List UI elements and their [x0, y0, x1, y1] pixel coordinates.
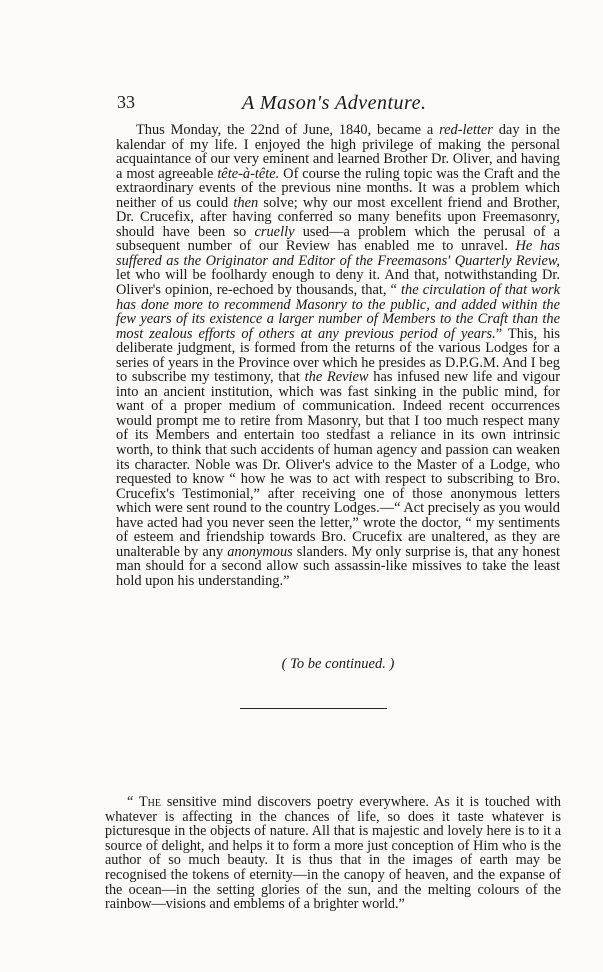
section-divider	[240, 708, 387, 709]
quotation-block	[105, 795, 561, 912]
quotation-paragraph	[105, 795, 561, 912]
page-header	[117, 92, 557, 114]
article-paragraph: Thus Monday, the 22nd of June, 1840, became a red-letter day in the kalendar of my life. I enjoyed the high privilege of making the personal acquaintance of our very eminent and learned Brother Dr. Oliver, and having a most agreeable tête-à-tête. Of course the ruling topic was the Craft and the extraordinary events of the previous nine months. It was a problem which neither of us could then solve; why our most excellent friend and Brother, Dr. Crucefix, after having conferred so many benefits upon Freemasonry, should have been so cruelly used—a problem which the perusal of a subsequent number of our Review has enabled me to unravel. He has suffered as the Originator and Editor of the Freemasons' Quarterly Review, let who will be foolhardy enough to deny it. And that, notwithstanding Dr. Oliver's opinion, re-echoed by thousands, that, “ the circulation of that work has done more to recommend Masonry to the public, and added within the few years of its existence a larger number of Members to the Craft than the most zealous efforts of others at any previous period of years.” This, his deliberate judgment, is formed from the returns of the various Lodges for a series of years in the Province over which he presides as D.P.G.M. And I beg to subscribe my testimony, that the Review has infused new life and vigour into an ancient institution, which was fast sinking in the public mind, for want of a proper medium of communication. Indeed recent occurrences would prompt me to retire from Masonry, but that I too much respect many of its Members and entertain too stedfast a reliance in its own intrinsic worth, to think that such accidents of human agency and passion can weaken its character. Noble was Dr. Oliver's advice to the Master of a Lodge, who requested to know “ how he was to act with respect to subscribing to Bro. Crucefix's Testimonial,” after receiving one of those anonymous letters which were sent round to the country Lodges.—“ Act precisely as you would have acted had you never seen the letter,” wrote the doctor, “ my sentiments of esteem and friendship towards Bro. Crucefix are unaltered, as they are unalterable by any anonymous slanders. My only surprise is, that any honest man should for a second allow such assassin-like missives to take the least hold upon his understanding.”	[116, 122, 561, 589]
quotation-text: sensitive mind discovers poetry everywhere. As it is touched with whatever is affecting in the chances of life, so does it taste whatever is picturesque in the objects of nature. All that is majestic and lovely here is to it a source of delight, and helps it to form a more just conception of Him who is the author of so much beauty. It is thus that in the images of earth may be recognised the tokens of eternity—in the canopy of heaven, and the expanse of the ocean—in the setting glories of the sun, and the melting colours of the rainbow—visions and emblems of a brighter world.”	[105, 794, 561, 913]
running-title: A Mason's Adventure.	[242, 92, 427, 114]
article-body	[116, 123, 560, 589]
page-number: 33	[117, 92, 135, 112]
quotation-lead-in: “ The	[127, 794, 161, 810]
to-be-continued-note: ( To be continued. )	[281, 656, 395, 672]
